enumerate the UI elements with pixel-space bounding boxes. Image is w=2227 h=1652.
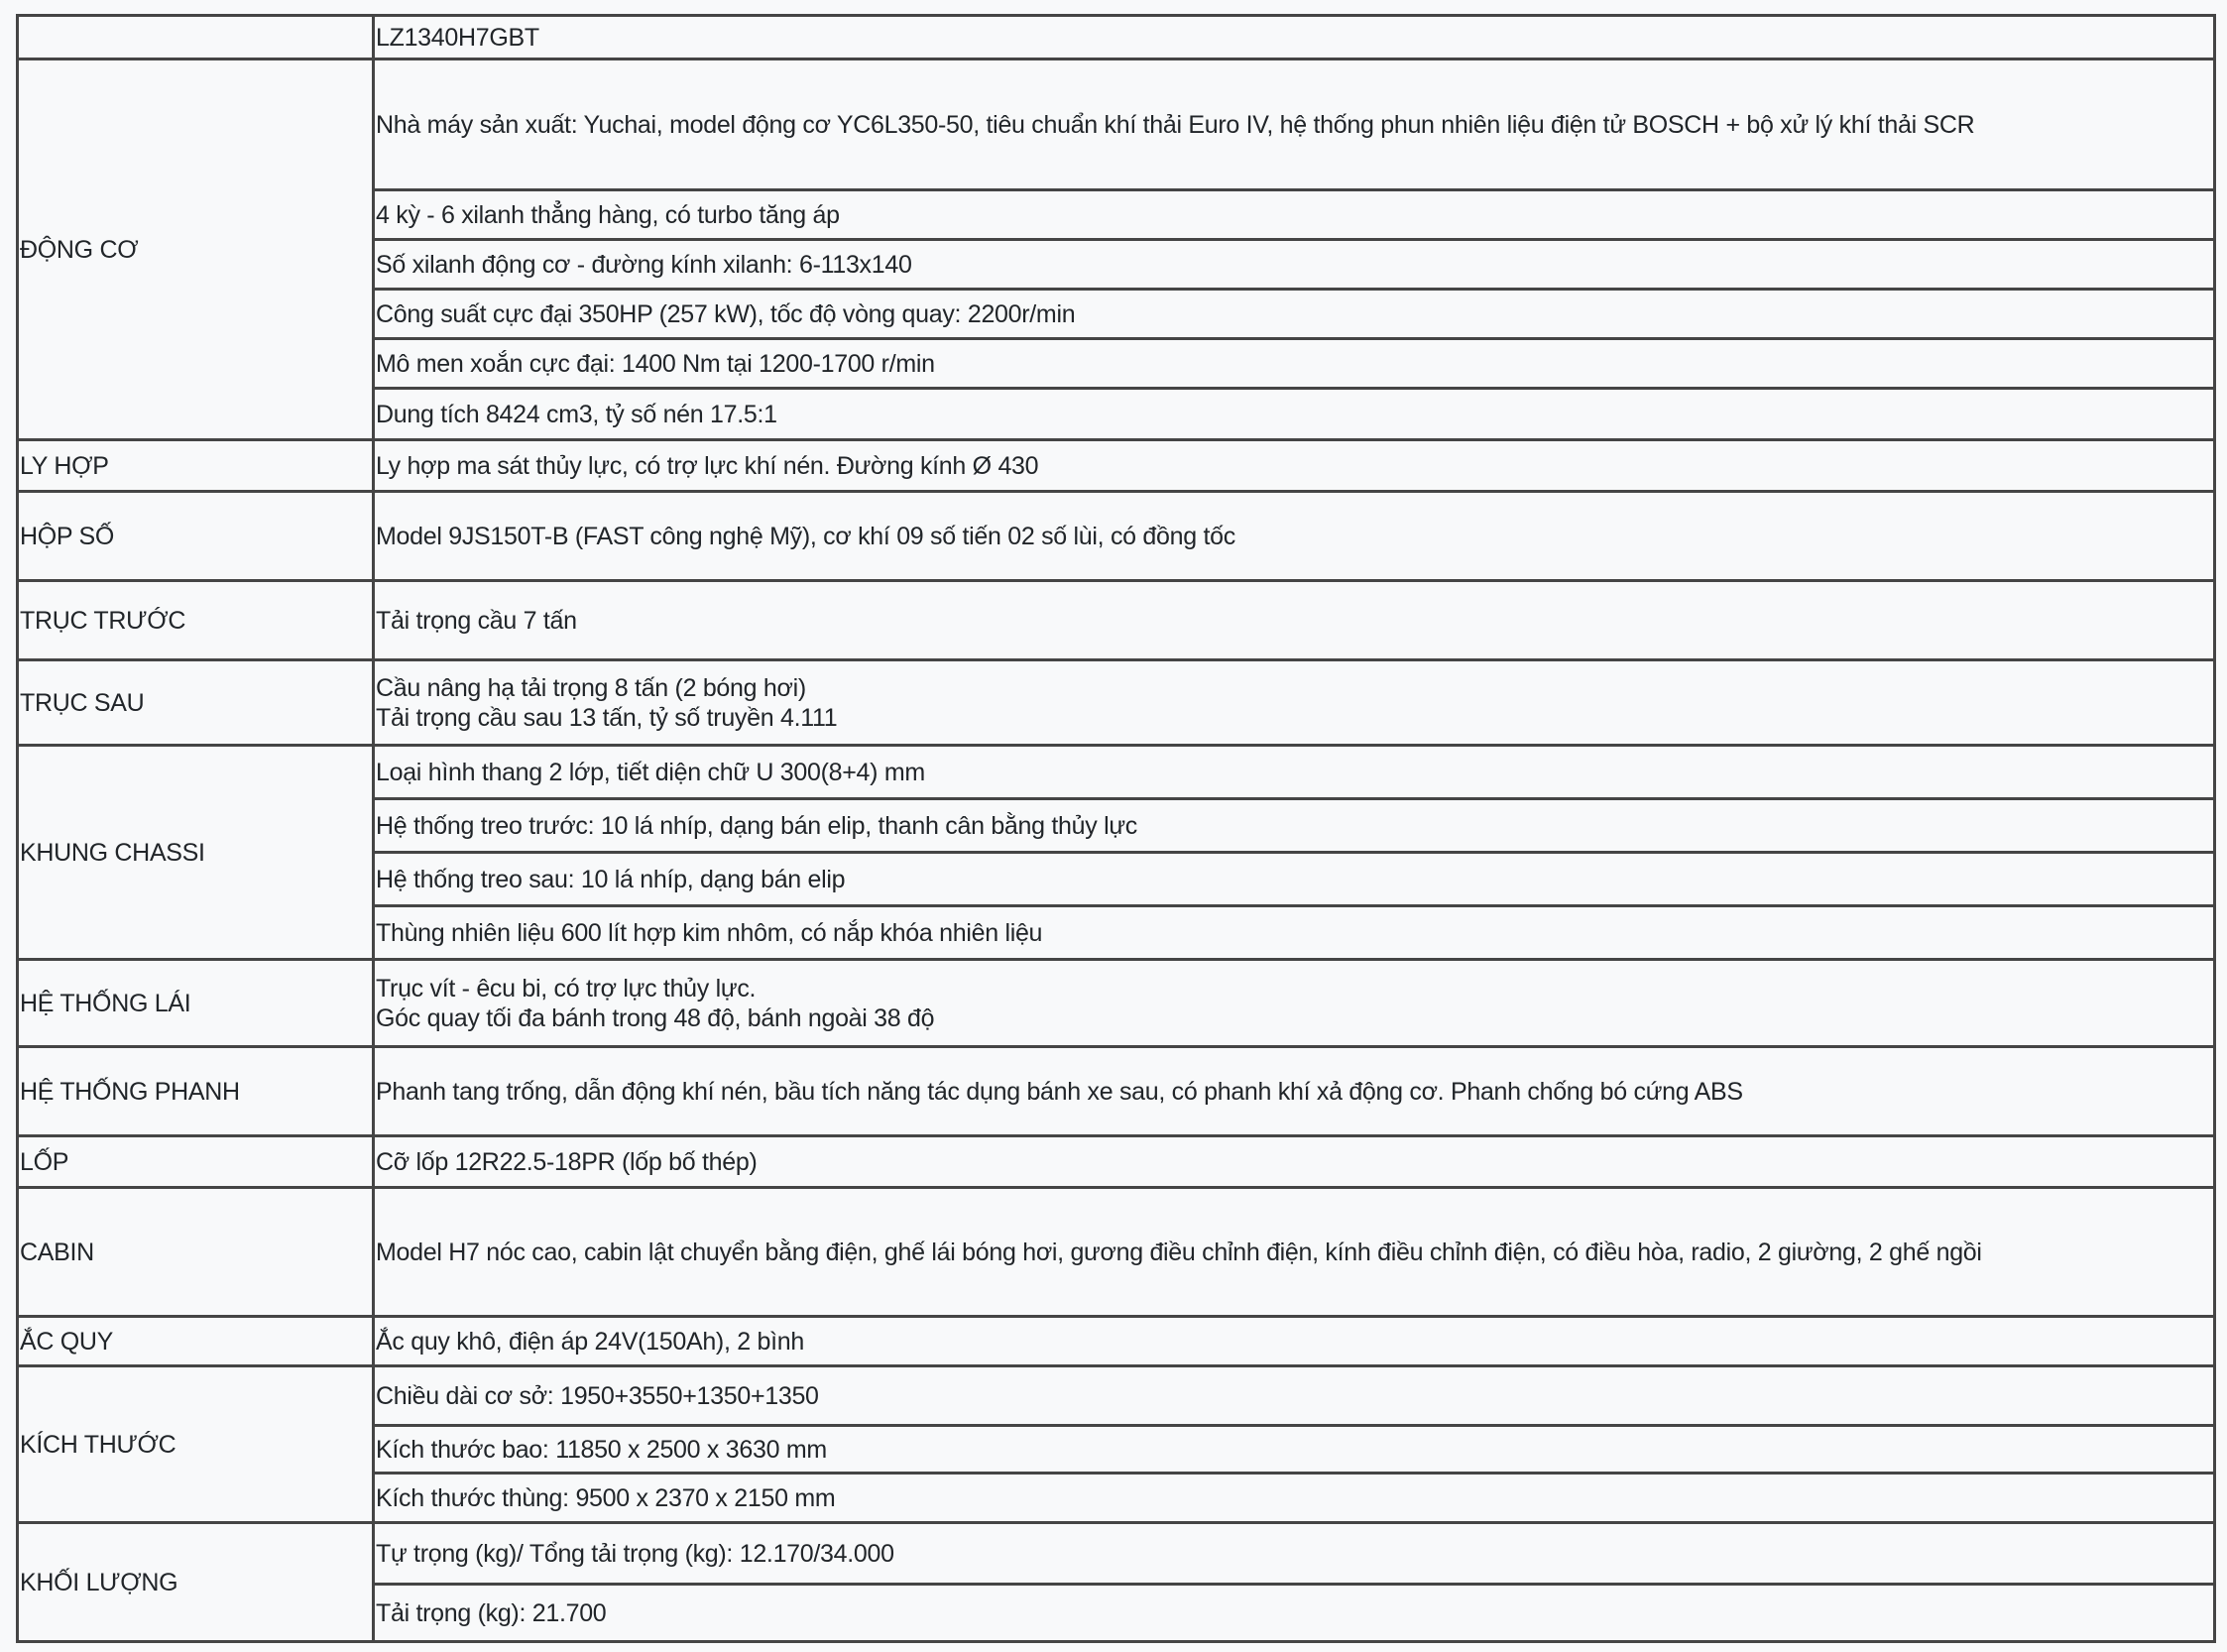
spec-value-line: Model H7 nóc cao, cabin lật chuyển bằng điện, ghế lái bóng hơi, gương điều chỉnh điện, kính điều chỉnh điện, có điều hòa, radio, 2 giường, 2 ghế ngồi bbox=[376, 1238, 1982, 1266]
spec-value-line: Cỡ lốp 12R22.5-18PR (lốp bố thép) bbox=[376, 1147, 758, 1176]
spec-label: HỆ THỐNG PHANH bbox=[18, 1047, 374, 1136]
spec-value bbox=[374, 746, 2215, 799]
spec-value bbox=[374, 1047, 2215, 1136]
spec-value bbox=[374, 16, 2215, 59]
spec-value bbox=[374, 799, 2215, 853]
spec-value bbox=[374, 660, 2215, 746]
spec-value bbox=[374, 389, 2215, 440]
spec-label: ẮC QUY bbox=[18, 1317, 374, 1366]
spec-value bbox=[374, 290, 2215, 339]
spec-value bbox=[374, 581, 2215, 660]
spec-label bbox=[18, 16, 374, 59]
spec-label: CABIN bbox=[18, 1188, 374, 1317]
table-row bbox=[18, 581, 2215, 660]
table-row bbox=[18, 660, 2215, 746]
spec-value-line: Kích thước thùng: 9500 x 2370 x 2150 mm bbox=[376, 1483, 836, 1512]
spec-value-line: Góc quay tối đa bánh trong 48 độ, bánh ngoài 38 độ bbox=[376, 1003, 935, 1032]
spec-value-line: Ly hợp ma sát thủy lực, có trợ lực khí nén. Đường kính Ø 430 bbox=[376, 451, 1039, 480]
spec-value-line: Trục vít - êcu bi, có trợ lực thủy lực. bbox=[376, 974, 757, 1003]
spec-value-line: Ắc quy khô, điện áp 24V(150Ah), 2 bình bbox=[376, 1327, 804, 1356]
spec-table-body bbox=[18, 16, 2215, 1642]
spec-value-line: Tải trọng (kg): 21.700 bbox=[376, 1598, 607, 1627]
table-row bbox=[18, 1317, 2215, 1366]
table-row bbox=[18, 59, 2215, 190]
spec-value-line: Loại hình thang 2 lớp, tiết diện chữ U 300(8+4) mm bbox=[376, 758, 925, 786]
spec-value-line: Hệ thống treo sau: 10 lá nhíp, dạng bán elip bbox=[376, 865, 846, 893]
spec-label: LỐP bbox=[18, 1136, 374, 1188]
spec-value-line: Phanh tang trống, dẫn động khí nén, bầu tích năng tác dụng bánh xe sau, có phanh khí xả động cơ. Phanh chống bó cứng ABS bbox=[376, 1077, 1743, 1106]
spec-value-line: Cầu nâng hạ tải trọng 8 tấn (2 bóng hơi) bbox=[376, 673, 806, 702]
table-row bbox=[18, 1136, 2215, 1188]
spec-value-line: Tự trọng (kg)/ Tổng tải trọng (kg): 12.170/34.000 bbox=[376, 1539, 894, 1568]
spec-value-line: Tải trọng cầu sau 13 tấn, tỷ số truyền 4.111 bbox=[376, 703, 838, 732]
spec-label: KHỐI LƯỢNG bbox=[18, 1523, 374, 1642]
spec-value bbox=[374, 853, 2215, 906]
spec-label: LY HỢP bbox=[18, 440, 374, 492]
spec-label: KHUNG CHASSI bbox=[18, 746, 374, 960]
spec-value-line: Chiều dài cơ sở: 1950+3550+1350+1350 bbox=[376, 1381, 819, 1410]
spec-value bbox=[374, 1426, 2215, 1474]
spec-table bbox=[16, 14, 2216, 1643]
spec-value bbox=[374, 1474, 2215, 1523]
spec-value bbox=[374, 1523, 2215, 1585]
spec-value-line: Mô men xoắn cực đại: 1400 Nm tại 1200-1700 r/min bbox=[376, 349, 935, 378]
spec-value-line: Kích thước bao: 11850 x 2500 x 3630 mm bbox=[376, 1435, 827, 1464]
spec-value-line: Số xilanh động cơ - đường kính xilanh: 6-113x140 bbox=[376, 250, 912, 279]
table-row bbox=[18, 1188, 2215, 1317]
spec-value bbox=[374, 1366, 2215, 1426]
spec-value bbox=[374, 960, 2215, 1047]
spec-label: ĐỘNG CƠ bbox=[18, 59, 374, 440]
spec-value bbox=[374, 440, 2215, 492]
spec-value-line: LZ1340H7GBT bbox=[376, 23, 539, 52]
spec-label: KÍCH THƯỚC bbox=[18, 1366, 374, 1523]
spec-value bbox=[374, 906, 2215, 960]
spec-value-line: 4 kỳ - 6 xilanh thẳng hàng, có turbo tăng áp bbox=[376, 200, 840, 229]
spec-value bbox=[374, 1188, 2215, 1317]
table-row bbox=[18, 746, 2215, 799]
spec-value bbox=[374, 240, 2215, 290]
spec-label: TRỤC SAU bbox=[18, 660, 374, 746]
spec-value bbox=[374, 59, 2215, 190]
spec-value bbox=[374, 190, 2215, 240]
table-row bbox=[18, 960, 2215, 1047]
spec-value-line: Thùng nhiên liệu 600 lít hợp kim nhôm, có nắp khóa nhiên liệu bbox=[376, 918, 1043, 947]
table-row bbox=[18, 1366, 2215, 1426]
spec-label: TRỤC TRƯỚC bbox=[18, 581, 374, 660]
spec-value bbox=[374, 1136, 2215, 1188]
table-row bbox=[18, 16, 2215, 59]
table-row bbox=[18, 1047, 2215, 1136]
spec-value-line: Model 9JS150T-B (FAST công nghệ Mỹ), cơ khí 09 số tiến 02 số lùi, có đồng tốc bbox=[376, 522, 1235, 550]
table-row bbox=[18, 440, 2215, 492]
spec-value-line: Hệ thống treo trước: 10 lá nhíp, dạng bán elip, thanh cân bằng thủy lực bbox=[376, 811, 1137, 840]
spec-value bbox=[374, 339, 2215, 389]
table-row bbox=[18, 1523, 2215, 1585]
spec-value-line: Công suất cực đại 350HP (257 kW), tốc độ vòng quay: 2200r/min bbox=[376, 299, 1076, 328]
spec-value bbox=[374, 1585, 2215, 1642]
spec-label: HỘP SỐ bbox=[18, 492, 374, 581]
table-row bbox=[18, 492, 2215, 581]
spec-label: HỆ THỐNG LÁI bbox=[18, 960, 374, 1047]
spec-value-line: Tải trọng cầu 7 tấn bbox=[376, 606, 577, 635]
spec-value bbox=[374, 1317, 2215, 1366]
spec-value-line: Nhà máy sản xuất: Yuchai, model động cơ YC6L350-50, tiêu chuẩn khí thải Euro IV, hệ thống phun nhiên liệu điện tử BOSCH + bộ xử lý khí thải SCR bbox=[376, 110, 1975, 139]
spec-value bbox=[374, 492, 2215, 581]
spec-value-line: Dung tích 8424 cm3, tỷ số nén 17.5:1 bbox=[376, 400, 777, 428]
